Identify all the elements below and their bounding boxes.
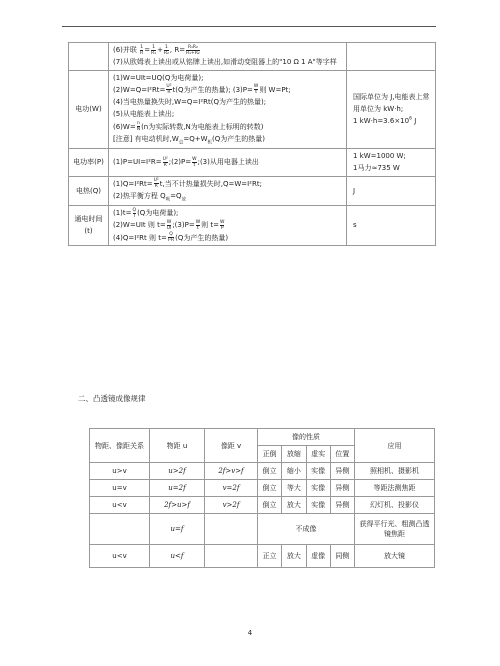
cell-real-virtual: 实像 xyxy=(306,480,330,497)
cell-no-image: 不成像 xyxy=(258,514,355,545)
table-row xyxy=(90,480,435,497)
resistance-formulas-cell xyxy=(109,43,347,71)
cell-u: u=f xyxy=(150,514,205,545)
table-row xyxy=(90,545,435,568)
table-row xyxy=(90,497,435,514)
work-formula-1: (1)W=UIt=UQ(Q为电荷量); xyxy=(113,73,204,82)
heat-formula-1: (1)Q=I²Rt= $\frac{\text{U²}}{R}$ t,当不计热量损失时,Q=W=I²Rt; xyxy=(113,178,262,190)
cell-real-virtual: 实像 xyxy=(306,497,330,514)
lens-imaging-table xyxy=(89,428,435,568)
cell-position: 同侧 xyxy=(330,545,354,568)
work-note: [注意] 有电动机时$,W_总=Q+W_机(Q$为产生的热量) xyxy=(113,134,265,146)
cell-relation: u<v xyxy=(90,545,150,568)
resistance-source: (7)从欧姆表上读出或从铭牌上读出,如滑动变阻器上的"10 Ω 1 A"等字样 xyxy=(113,58,337,67)
time-formula-1: (1)t= $\frac{Q}{I}$ (Q为电荷量); xyxy=(113,207,179,219)
parallel-formula: (6)并联 $\frac{1}{R}$ = $\frac{1}{\text{R₁}}$ + $\frac{1}{\text{R₂}}$ , R= $\frac{\text{R₁R₂}}{\text{R₁+R₂}}$ xyxy=(113,44,200,56)
header-rule xyxy=(62,26,436,27)
cell-real-virtual: 虚像 xyxy=(306,545,330,568)
cell-v xyxy=(205,545,258,568)
heat-formula-2: (2)热平衡方程 $Q_吸=Q_放$ xyxy=(113,191,187,203)
table-row xyxy=(69,206,436,246)
cell-application: 获得平行光、粗测凸透镜焦距 xyxy=(355,514,435,545)
section-title: 二、凸透镜成像规律 xyxy=(78,394,146,403)
empty-label-cell xyxy=(69,43,109,71)
heat-unit-cell: J xyxy=(347,176,436,206)
cell-application: 幻灯机、投影仪 xyxy=(355,497,435,514)
table-row xyxy=(69,43,436,71)
page-number: 4 xyxy=(247,629,253,637)
electricity-formula-table xyxy=(68,42,436,246)
cell-application: 等距法测焦距 xyxy=(355,480,435,497)
work-formulas-cell xyxy=(109,70,347,149)
cell-size: 放大 xyxy=(282,545,306,568)
header-real-virtual: 虚实 xyxy=(306,446,330,463)
cell-orientation: 倒立 xyxy=(258,480,282,497)
table-header-row xyxy=(90,429,435,446)
power-unit-1: 1 kW=1000 W; xyxy=(353,152,406,161)
cell-application: 放大镜 xyxy=(355,545,435,568)
row-label: 电功(W) xyxy=(69,70,109,149)
cell-orientation: 倒立 xyxy=(258,463,282,480)
time-formula-3: (4)Q=I²Rt 则 t= $\frac{Q}{\text{I²R}}$ (Q为产生的热量) xyxy=(113,232,229,244)
cell-real-virtual: 实像 xyxy=(306,463,330,480)
cell-relation: u<v xyxy=(90,497,150,514)
table-row xyxy=(90,514,435,545)
kwh-conversion: 1 $kW\cdot h=3.6\times 10^6$ J xyxy=(353,117,417,126)
cell-relation xyxy=(90,514,150,545)
cell-size: 等大 xyxy=(282,480,306,497)
cell-size: 放大 xyxy=(282,497,306,514)
cell-relation: u=v xyxy=(90,480,150,497)
table-row xyxy=(69,70,436,149)
power-unit-cell xyxy=(347,149,436,177)
cell-u: u>2f xyxy=(150,463,205,480)
cell-v xyxy=(205,514,258,545)
empty-unit-cell xyxy=(347,43,436,71)
work-formula-6: (6)W= $\frac{n}{N}$ (n为实际转数,N为电能表上标明的转数) xyxy=(113,121,264,132)
work-formula-5: (5)从电能表上读出; xyxy=(113,110,175,119)
cell-application: 照相机、摄影机 xyxy=(355,463,435,480)
header-application: 应用 xyxy=(355,429,435,463)
header-relation: 物距、像距关系 xyxy=(90,429,150,463)
work-unit-text: 国际单位为 J,电能表上常用单位为 kW·h; xyxy=(353,92,430,114)
row-label: 通电时间(t) xyxy=(69,206,109,246)
row-label: 电功率(P) xyxy=(69,149,109,177)
cell-position: 异侧 xyxy=(330,497,354,514)
time-formulas-cell xyxy=(109,206,347,246)
header-size: 放缩 xyxy=(282,446,306,463)
header-object-distance: 物距 u xyxy=(150,429,205,463)
header-position: 位置 xyxy=(330,446,354,463)
cell-orientation: 正立 xyxy=(258,545,282,568)
cell-orientation: 倒立 xyxy=(258,497,282,514)
cell-position: 异侧 xyxy=(330,480,354,497)
cell-v: v=2f xyxy=(205,480,258,497)
cell-position: 异侧 xyxy=(330,463,354,480)
header-image-nature: 像的性质 xyxy=(258,429,355,446)
table-row xyxy=(69,149,436,177)
cell-u: u<f xyxy=(150,545,205,568)
work-formula-2: (2)W=Q=I²Rt= $\frac{\text{U²}}{R}$ t(Q为产生的热量); (3)P= $\frac{W}{t}$ 则 W=Pt; xyxy=(113,84,291,96)
header-orientation: 正倒 xyxy=(258,446,282,463)
table-row xyxy=(69,176,436,206)
time-formula-2: (2)W=UIt 则 t= $\frac{W}{UI}$ ;(3)P= $\frac{W}{t}$ 则 t= $\frac{W}{P}$ xyxy=(113,219,225,231)
cell-size: 缩小 xyxy=(282,463,306,480)
work-formula-4: (4)当电热量换失时,W=Q=I²Rt(Q为产生的热量); xyxy=(113,98,267,106)
cell-relation: u>v xyxy=(90,463,150,480)
work-unit-cell xyxy=(347,70,436,149)
cell-v: v>2f xyxy=(205,497,258,514)
heat-formulas-cell xyxy=(109,176,347,206)
table-row xyxy=(90,463,435,480)
row-label: 电热(Q) xyxy=(69,176,109,206)
time-unit-cell: s xyxy=(347,206,436,246)
power-formulas-cell: (1)P=UI=I²R= $\frac{\text{U²}}{R}$ ;(2)P= $\frac{W}{t}$ ;(3)从用电器上读出 xyxy=(109,149,347,177)
power-unit-2: 1马力≈735 W xyxy=(353,164,400,173)
cell-u: u=2f xyxy=(150,480,205,497)
cell-v: 2f>v>f xyxy=(205,463,258,480)
cell-u: 2f>u>f xyxy=(150,497,205,514)
header-image-distance: 像距 v xyxy=(205,429,258,463)
